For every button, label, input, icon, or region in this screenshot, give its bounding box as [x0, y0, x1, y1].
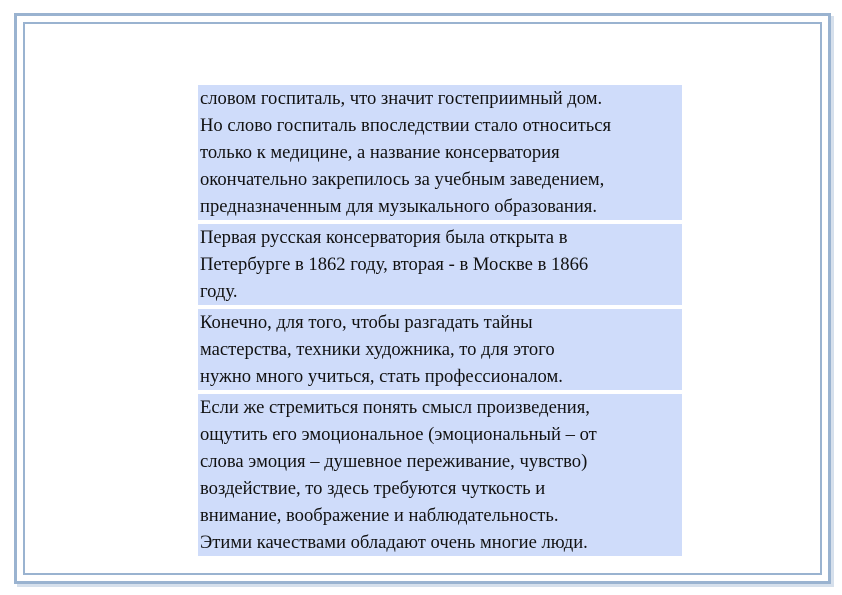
frame-shadow-bottom	[17, 584, 834, 587]
paragraph-emotional-understanding: Если же стремиться понять смысл произведения, ощутить его эмоциональное (эмоциональный – от слова эмоция – душевное переживание, чувство) воздействие, то здесь требуются чуткость и внимание, воображение и наблюдательность. Этими качествами обладают очень многие люди.	[198, 394, 682, 556]
frame-shadow-right	[831, 16, 834, 587]
paragraph-hospital-meaning: словом госпиталь, что значит гостеприимный дом. Но слово госпиталь впоследствии стало относиться только к медицине, а название консерватория окончательно закрепилось за учебным заведением, предназначенным для музыкального образования.	[198, 85, 682, 220]
paragraph-first-conservatory: Первая русская консерватория была открыта в Петербурге в 1862 году, вторая - в Москве в 1866 году.	[198, 224, 682, 305]
paragraph-mastery: Конечно, для того, чтобы разгадать тайны мастерства, техники художника, то для этого нужно много учиться, стать профессионалом.	[198, 309, 682, 390]
text-block	[198, 85, 682, 556]
